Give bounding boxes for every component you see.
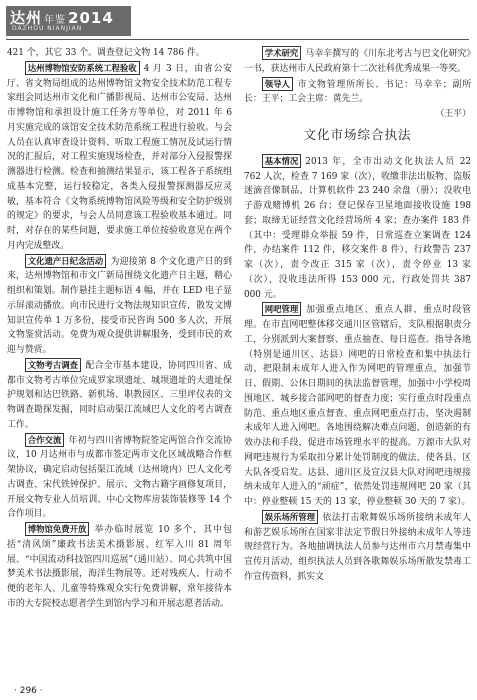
paragraph-internet-cafe	[244, 302, 471, 510]
page-header	[0, 0, 477, 40]
paragraph-continued: 421 个，其它 33 个。调查登记文物 14 786 件。	[7, 48, 205, 58]
section-label: 达州博物馆安防系统工程验收	[25, 61, 140, 75]
section-title: 文化市场综合执法	[303, 126, 412, 142]
paragraph-text: 为迎接第 8 个文化遗产日的到来，达州博物馆和市文广新局围绕文化遗产日主题，精心组织和策划。制作悬挂主题标语 4 幅，并在 LED 电子显示屏滚动播放。向市民进行文物法规知识宣传，散发文博知识宣传单 1 万多份，接受市民咨询 500 多人次，开展文物鉴赏活动。免费为观众提供讲解服务，受到市民的欢迎与赞赏。	[7, 256, 232, 355]
section-label: 合作交流	[25, 433, 65, 447]
right-column	[244, 46, 471, 585]
paragraph-museum-security	[7, 61, 232, 254]
paragraph-text: 加强重点地区、重点人群、重点时段管理。在市直网吧整体移交通川区管辖后，支队根据职责分工，分别派到大案督察、重点抽查、每日巡查。指导各地（特别是通川区、达县）网吧的日常检查和集中执法行动，把限制未成年人进入作为网吧的管理重点，加强节日、假期、公休日期间的执法监督管理，加强中小学校周围地区、城乡接合部网吧的督查力度；实行重点时段重点防范、重点地区重点督查、重点网吧重点打击，坚决遏制未成年人进入网吧。各地围绕解决难点问题，创造新的有效办法和手段，促进市场管理水平的提高。万源市大队对网吧违规行为采取扣分累计处罚制度的做法，使各县、区大队各受启发。达县、通川区及宣汉县大队对网吧违规接纳未成年人进入的“顽症”，依然处罚违规网吧 20 家（其中：停业整顿 15 天的 13 家，停业整顿 30 天的 7 家）。	[244, 305, 471, 507]
section-label: 学术研究	[262, 46, 302, 60]
paragraph-text: 2013 年，全市出动文化执法人员 22 762 人次，检查 7 169 家（次），收缴非法出版物、盗版迷滴音像制品、计算机软件 23 240 余盘（册）；没收电子游戏赌博机 26 台；登记保存卫星地面接收设施 198 套；取缔无证经营文化经营场所 4 家；查办案件 183 件（其中：受理群众举报 59 件，日常巡查立案调查 124 件，办结案件 112 件，移交案件 8 件），行政警告 237 家（次），责令改正 315 家（次），责令停业 13 家（次），没收违法所得 153 000 元，行政处罚共 387 000 元。	[244, 156, 471, 300]
section-label: 文物考古调查	[25, 358, 81, 372]
section-label: 基本情况	[262, 154, 302, 168]
logo-subtitle: DAZHOU NIANJIAN	[12, 25, 83, 32]
section-label: 文化遗产日纪念活动	[25, 254, 106, 268]
paragraph-free-opening	[7, 522, 232, 612]
paragraph-text: 依法打击歌舞娱乐场所接纳未成年人和游艺娱乐场所在国家非法定节假日外接纳未成年人等违规经营行为。各地抽调执法人员参与达州市六月禁毒集中宣传月活动，组织执法人员到各歌舞娱乐场所散发禁毒工作宣传资料，抓实文	[244, 512, 471, 582]
yearbook-logo	[6, 6, 131, 36]
page-number: · 296 ·	[14, 686, 43, 696]
paragraph-text: 年初与四川省博物院签定两馆合作交流协议，10 月达州市与成都市签定两市文化区域战略合作框架协议，确定启动包括渠江流域（达州境内）巴人文化考古调查、宋代铁钟保护、展示、文物古籍字画修复项目，开展文物专业人员培训、中心文物库房装饰装修等 14 个合作项目。	[7, 435, 232, 520]
paragraph-overview	[244, 154, 471, 303]
section-label: 娱乐场所管理	[262, 510, 318, 524]
paragraph-text: 举办临时展览 10 多个，其中包括“清风颂”廉政书法美术摄影展、红军入川 81 周年展、“中国流动科技馆四川巡展”（通川站）、同心共筑中国梦美术书法摄影展，海洋生物展等。还对残疾人、行动不便的老年人、儿童等特殊观众实行免费讲解，常年接待本市的大专院校志愿者学生到馆内学习和开展志愿者活动。	[7, 525, 232, 609]
paragraph-text: 4 月 3 日，由省公安厅、省文物局组成的达州博物馆文物安全技术防范工程专家组会同达州市文化和广播影视局、达州市公安局、达州市博物馆和承担设计施工任务方等单位，对 2011 年 6 月实施完成的该馆安全技术防范系统工程进行验收。与会人员在认真审查设计资料、听取工程施工情况及试运行情况的汇报后，对工程实施现场检查，并对部分入侵报警探测器进行检测。检查和抽测结果显示，该工程各子系统组成基本完整，运行较稳定，各类入侵报警探测器反应灵敏，基本符合《文物系统博物馆风险等级和安全防护级别的规定》的要求，与会人员同意该工程验收基本通过。同时，对存在的某些问题，要求施工单位按验收意见在两个月内完成整改。	[7, 63, 232, 251]
section-label: 博物馆免费开放	[25, 522, 90, 536]
logo-title-year: 2014	[68, 9, 114, 27]
paragraph-text: 市文物管理所所长、书记：马幸辛；副所长：王平；工会主席：黄先兰。	[244, 79, 471, 105]
logo-title-main: 达州	[10, 9, 43, 27]
section-label: 领导人	[262, 77, 293, 91]
paragraph-cooperation	[7, 433, 232, 523]
header-divider	[6, 39, 469, 40]
paragraph-archaeology	[7, 358, 232, 433]
paragraph-text: 马幸辛撰写的《川东北考古与巴文化研究》一书，获达州市人民政府第十二次社科优秀成果一等奖。	[244, 49, 471, 74]
author-credit: （王平）	[435, 109, 471, 119]
section-label: 网吧管理	[262, 302, 302, 316]
paragraph-research	[244, 46, 471, 77]
paragraph-leaders	[244, 77, 471, 108]
paragraph-entertainment	[244, 510, 471, 585]
paragraph-heritage-day	[7, 254, 232, 358]
logo-title-mid: 年鉴	[44, 15, 67, 26]
paragraph-text: 配合全市基本建设，协同四川省、成都市文物考古单位完成罗家坝遗址、城坝遗址的大遗址保护规划和达巴铁路、新机场、职教园区、三里坪仪表的文物调查勘探发掘，同时启动渠江流域巴人文化的考古调查工作。	[7, 360, 232, 430]
left-column	[7, 46, 232, 612]
